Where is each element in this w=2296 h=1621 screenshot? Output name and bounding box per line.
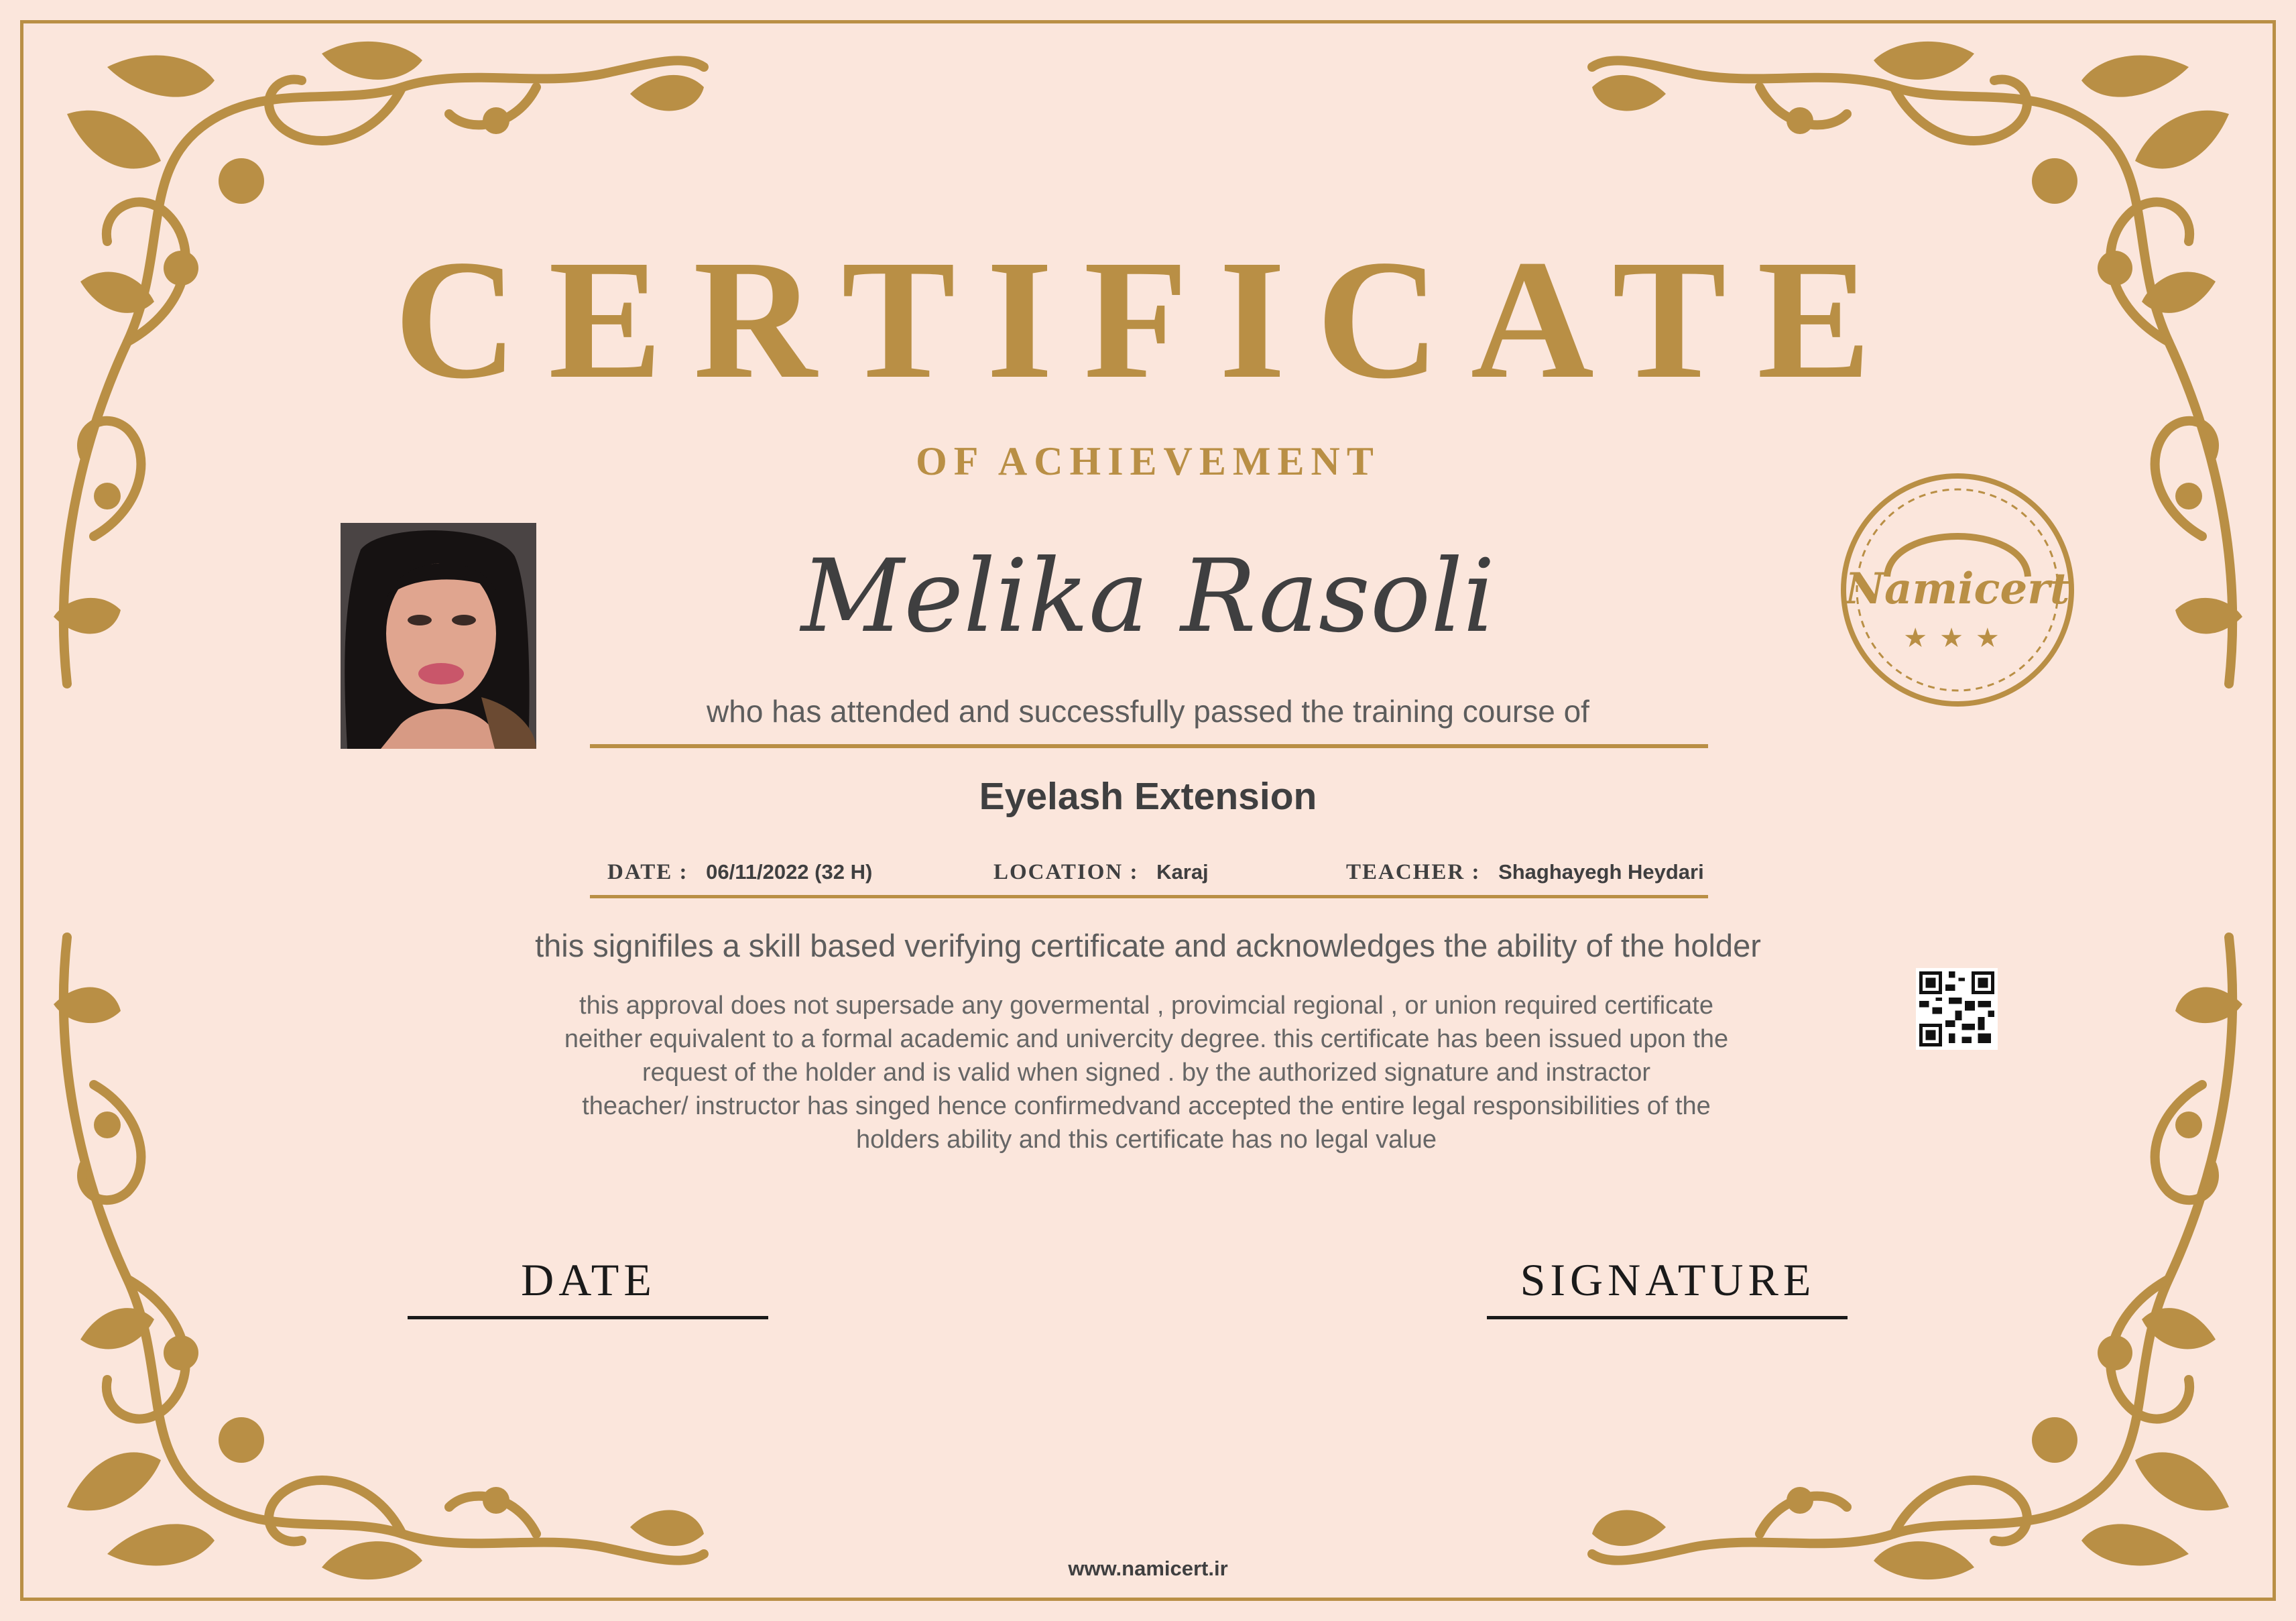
laurel-seal-icon bbox=[1830, 463, 2085, 717]
signifies-text: this signifiles a skill based verifying certificate and acknowledges the ability of the holder bbox=[535, 928, 1761, 963]
approval-text bbox=[509, 989, 1783, 1156]
qr-code-icon bbox=[1916, 968, 1998, 1050]
attended-text: who has attended and successfully passed the training course of bbox=[707, 694, 1589, 729]
divider bbox=[590, 895, 1708, 898]
location-value: Karaj bbox=[1156, 860, 1209, 884]
approval-line: theacher/ instructor has singed hence confirmedvand accepted the entire legal responsibilities of the bbox=[582, 1092, 1711, 1120]
location-info bbox=[993, 860, 1209, 885]
date-info bbox=[607, 860, 872, 885]
date-label: DATE : bbox=[607, 860, 688, 884]
seal-brand: Namicert bbox=[1845, 564, 2070, 614]
approval-line: holders ability and this certificate has no legal value bbox=[855, 1126, 1437, 1154]
signature-field-label: SIGNATURE bbox=[1520, 1254, 1816, 1305]
website-url: www.namicert.ir bbox=[1068, 1557, 1228, 1580]
recipient-name: Melika Rasoli bbox=[800, 538, 1496, 655]
signature-line bbox=[1487, 1316, 1848, 1319]
date-value: 06/11/2022 (32 H) bbox=[706, 860, 873, 884]
svg-text:★★★: ★★★ bbox=[1903, 623, 2012, 654]
teacher-label: TEACHER : bbox=[1346, 860, 1481, 884]
teacher-info bbox=[1346, 860, 1704, 885]
date-line bbox=[408, 1316, 768, 1319]
course-name: Eyelash Extension bbox=[979, 775, 1317, 818]
approval-line: neither equivalent to a formal academic and univercity degree. this certificate has been issued upon the bbox=[564, 1025, 1729, 1053]
teacher-value: Shaghayegh Heydari bbox=[1498, 860, 1704, 884]
approval-line: this approval does not supersade any govermental , provimcial regional , or union required certificate bbox=[579, 992, 1713, 1020]
certificate-subtitle: OF ACHIEVEMENT bbox=[916, 439, 1380, 483]
certificate-title: CERTIFICATE bbox=[394, 225, 1902, 414]
divider bbox=[590, 744, 1708, 748]
approval-line: request of the holder and is valid when signed . by the authorized signature and instractor bbox=[642, 1059, 1651, 1087]
location-label: LOCATION : bbox=[993, 860, 1139, 884]
date-field-label: DATE bbox=[521, 1254, 656, 1305]
